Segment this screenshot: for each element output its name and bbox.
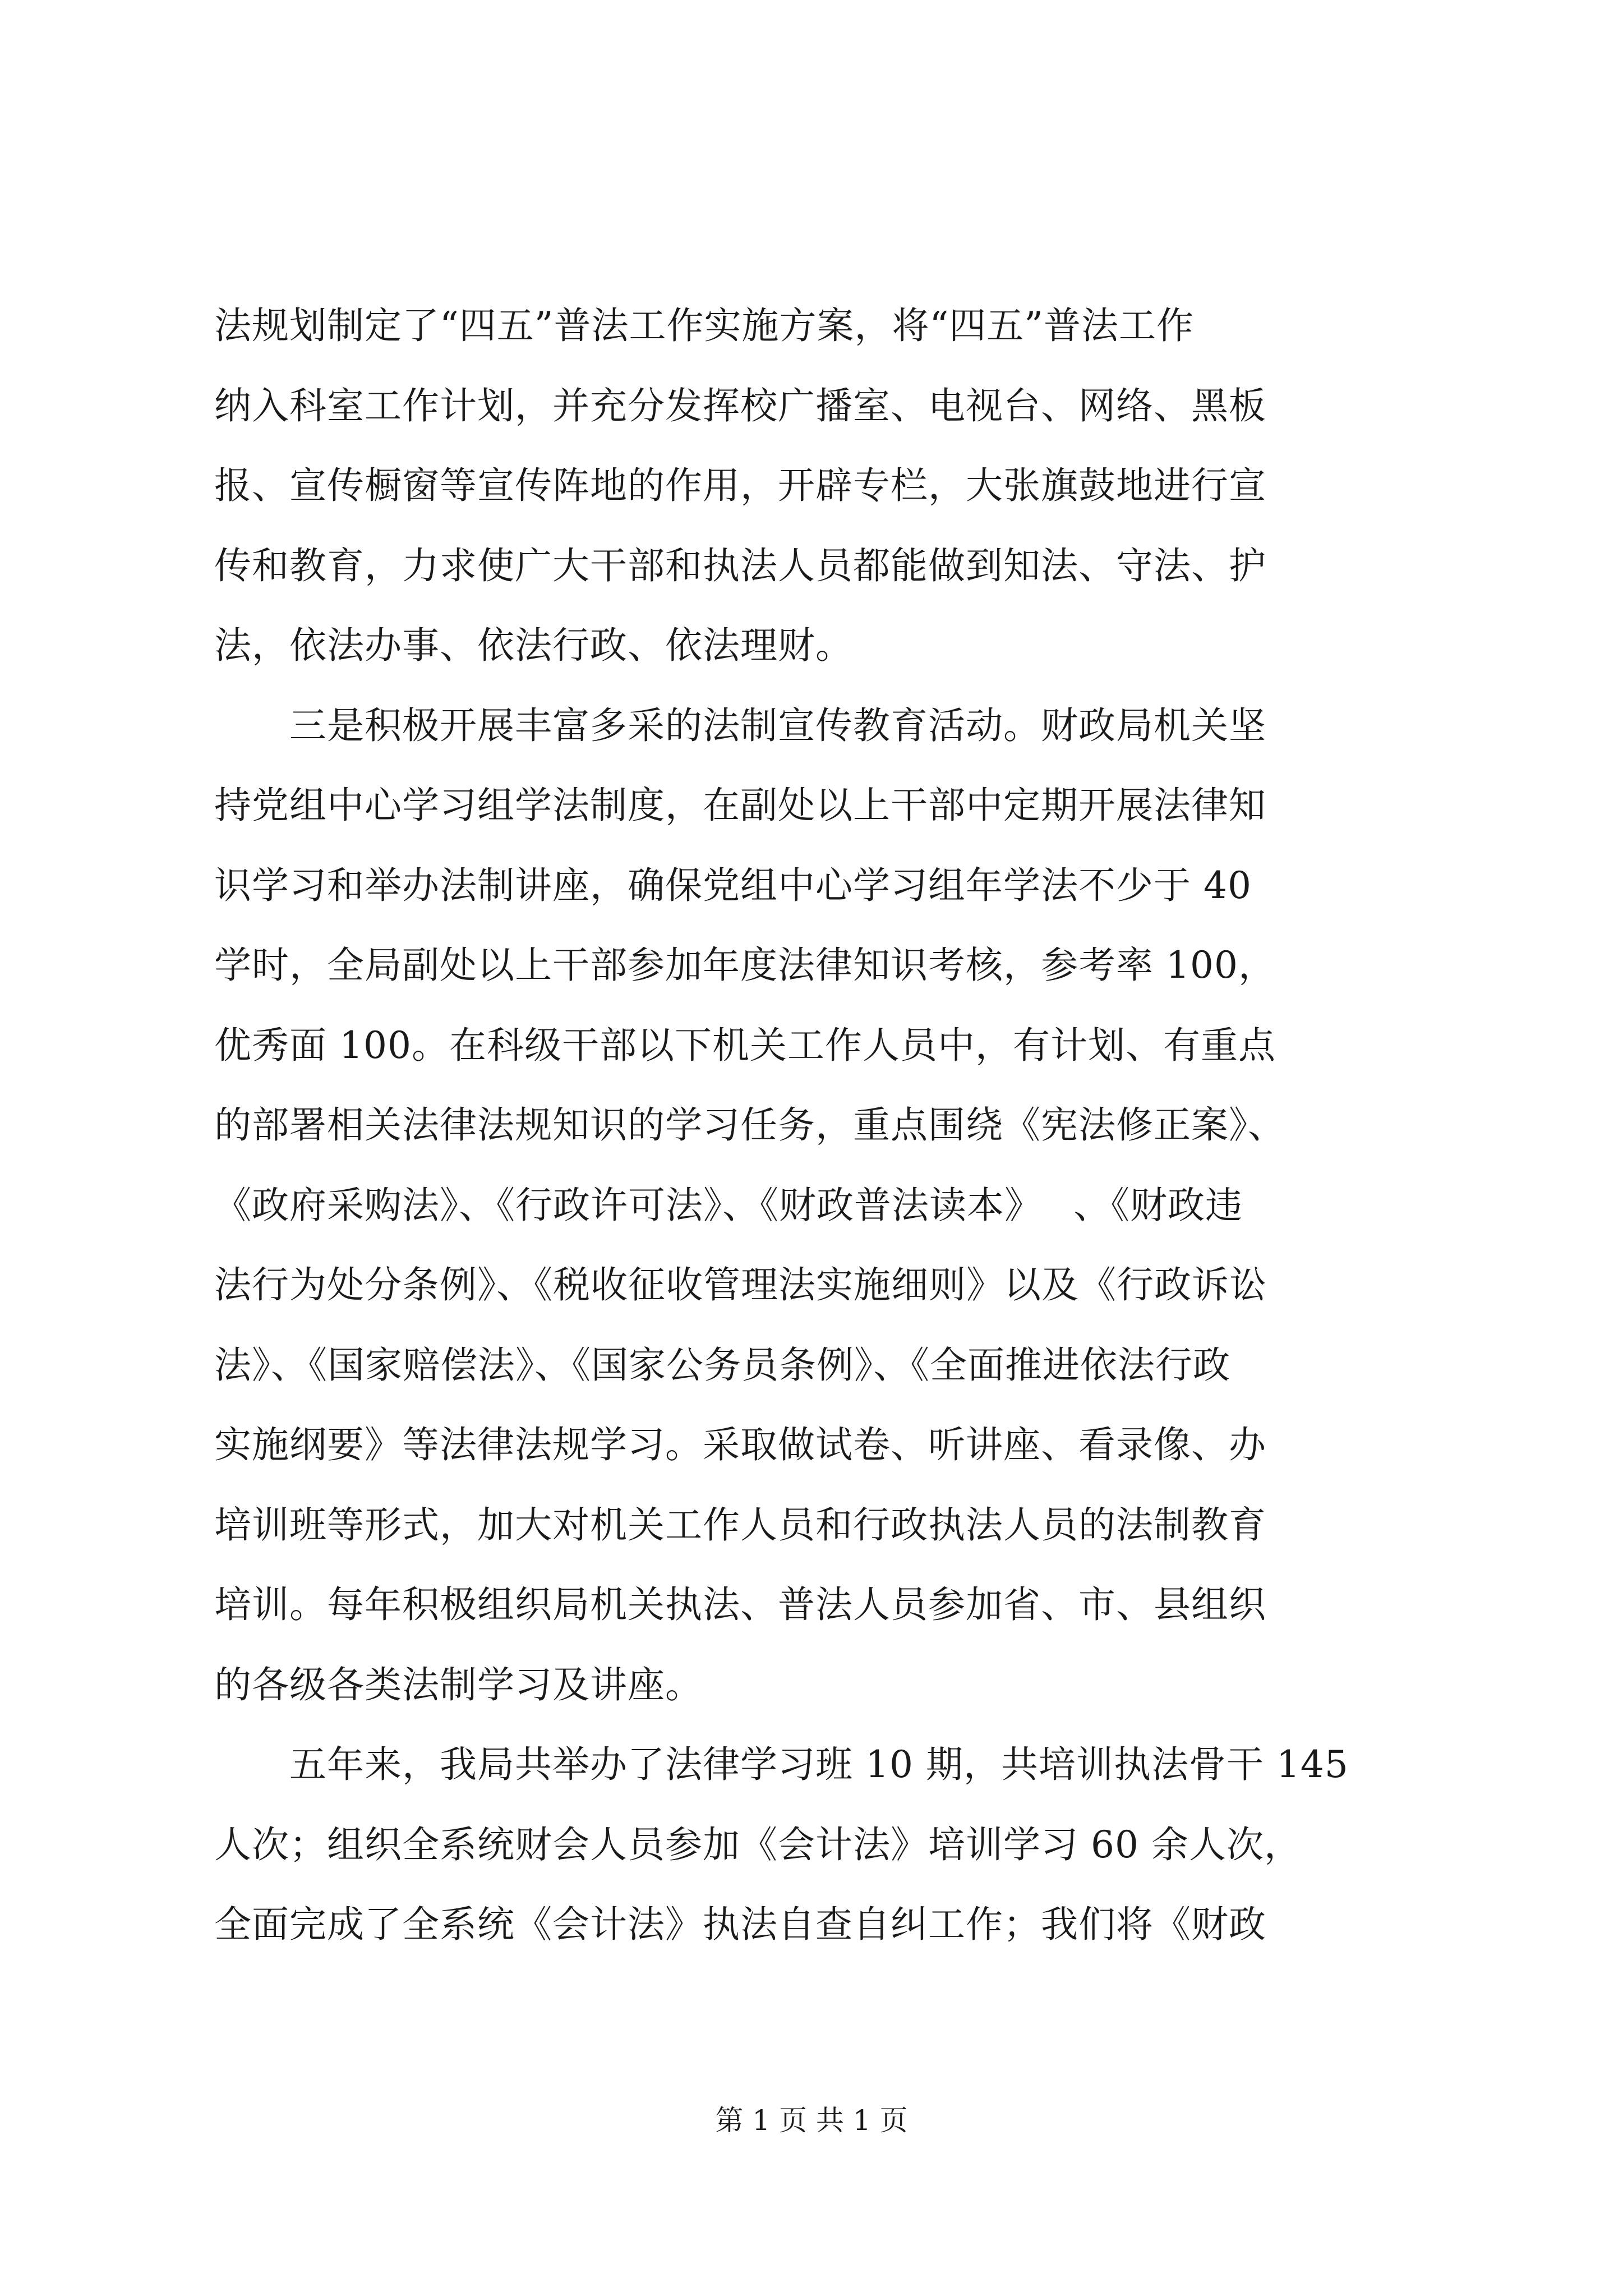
text-line: 法行为处分条例》、《税收征收管理法实施细则》以及《行政诉讼 xyxy=(214,1263,1267,1306)
text-line: 的各级各类法制学习及讲座。 xyxy=(214,1663,703,1706)
text-line: 人次；组织全系统财会人员参加《会计法》培训学习 60 余人次， xyxy=(214,1823,1302,1866)
text-line: 三是积极开展丰富多采的法制宣传教育活动。财政局机关坚 xyxy=(214,703,1266,747)
body-text xyxy=(214,286,1504,1965)
text-line: 报、宣传橱窗等宣传阵地的作用，开辟专栏，大张旗鼓地进行宣 xyxy=(214,464,1266,507)
text-line: 五年来，我局共举办了法律学习班 10 期，共培训执法骨干 145 xyxy=(214,1743,1349,1786)
text-line: 持党组中心学习组学法制度，在副处以上干部中定期开展法律知 xyxy=(214,784,1266,827)
text-line: 识学习和举办法制讲座，确保党组中心学习组年学法不少于 40 xyxy=(214,863,1252,907)
text-line: 培训班等形式，加大对机关工作人员和行政执法人员的法制教育 xyxy=(214,1503,1266,1547)
text-line: 的部署相关法律法规知识的学习任务，重点围绕《宪法修正案》、 xyxy=(214,1103,1285,1147)
text-line: 优秀面 100。在科级干部以下机关工作人员中，有计划、有重点 xyxy=(214,1023,1276,1067)
text-line: 全面完成了全系统《会计法》执法自查自纠工作；我们将《财政 xyxy=(214,1903,1266,1946)
text-line: 法规划制定了“四五”普法工作实施方案，将“四五”普法工作 xyxy=(214,304,1194,347)
text-line: 实施纲要》等法律法规学习。采取做试卷、听讲座、看录像、办 xyxy=(214,1423,1266,1466)
text-line: 法，依法办事、依法行政、依法理财。 xyxy=(214,624,853,667)
text-line: 培训。每年积极组织局机关执法、普法人员参加省、市、县组织 xyxy=(214,1583,1266,1626)
text-line: 《政府采购法》、《行政许可法》、《财政普法读本》 、《财政违 xyxy=(214,1183,1243,1227)
page-number-footer: 第 1 页 共 1 页 xyxy=(715,2104,908,2137)
text-line: 纳入科室工作计划，并充分发挥校广播室、电视台、网络、黑板 xyxy=(214,384,1266,427)
text-line: 法》、《国家赔偿法》、《国家公务员条例》、《全面推进依法行政 xyxy=(214,1343,1230,1387)
text-line: 传和教育，力求使广大干部和执法人员都能做到知法、守法、护 xyxy=(214,544,1266,587)
text-line: 学时，全局副处以上干部参加年度法律知识考核，参考率 100， xyxy=(214,944,1276,987)
